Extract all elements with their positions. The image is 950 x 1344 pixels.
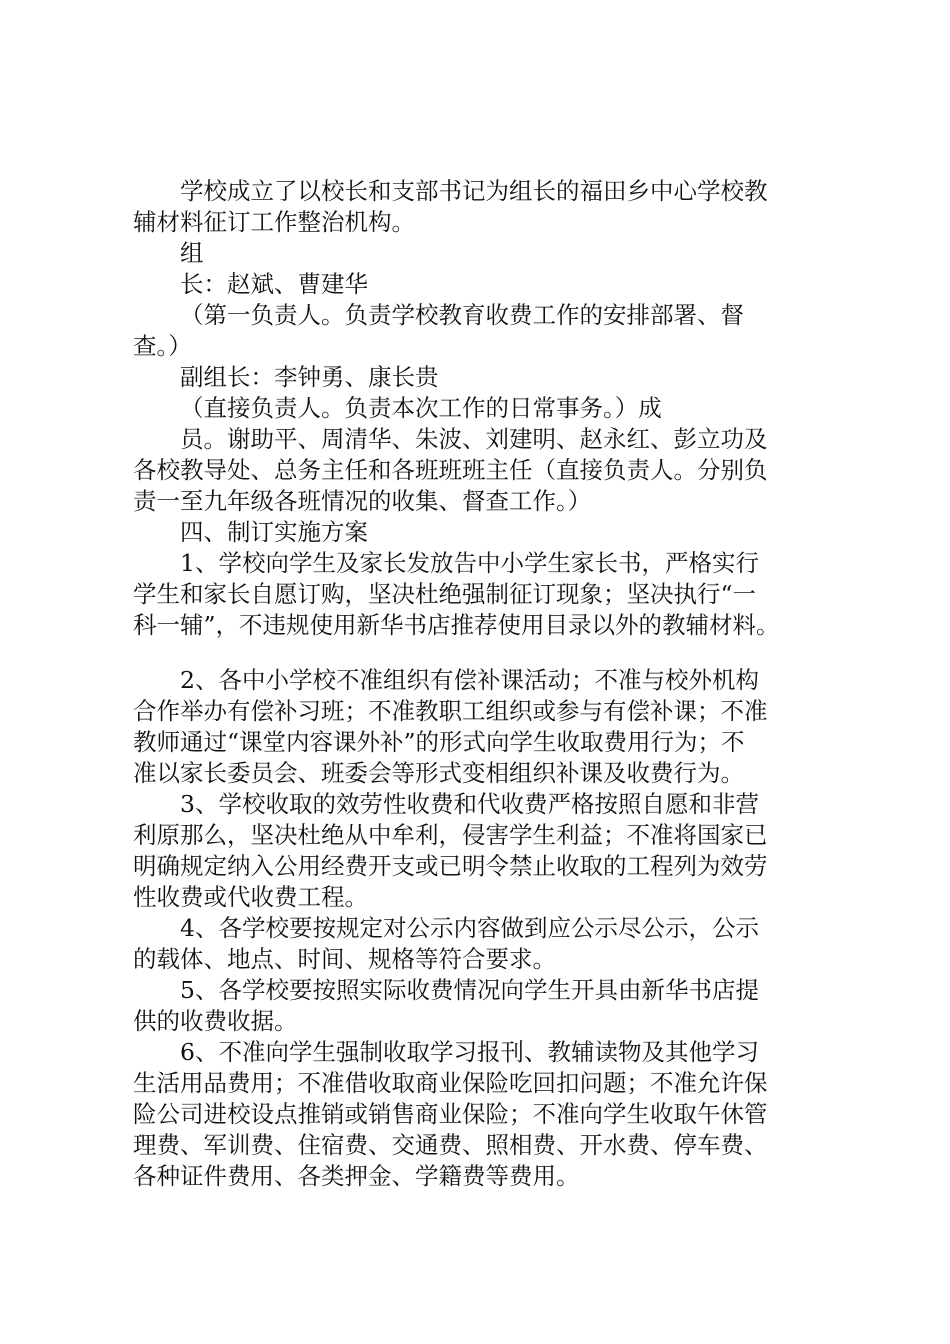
body-text-line: 教师通过“课堂内容课外补”的形式向学生收取费用行为；不 [133, 728, 745, 756]
body-text-line: 准以家长委员会、班委会等形式变相组织补课及收费行为。 [133, 759, 744, 787]
body-text-line: 2、各中小学校不准组织有偿补课活动；不准与校外机构 [180, 666, 759, 694]
body-text-line: 的载体、地点、时间、规格等符合要求。 [133, 945, 556, 973]
body-text-line: 3、学校收取的效劳性收费和代收费严格按照自愿和非营 [180, 790, 759, 818]
body-text-line: 员。谢助平、周清华、朱波、刘建明、赵永红、彭立功及 [180, 425, 768, 453]
body-text-line: 理费、军训费、住宿费、交通费、照相费、开水费、停车费、 [133, 1131, 768, 1159]
body-text-line: 责一至九年级各班情况的收集、督查工作。） [133, 487, 592, 515]
body-text-line: 组 [180, 239, 204, 267]
body-text-line: 6、不准向学生强制收取学习报刊、教辅读物及其他学习 [180, 1038, 759, 1066]
body-text-line: 5、各学校要按照实际收费情况向学生开具由新华书店提 [180, 976, 759, 1004]
body-text-line: 长：赵斌、曹建华 [180, 270, 368, 298]
body-text-line: 副组长：李钟勇、康长贵 [180, 363, 439, 391]
body-text-line: 4、各学校要按规定对公示内容做到应公示尽公示，公示 [180, 914, 759, 942]
body-text-line: 查。） [133, 332, 192, 360]
body-text-line: 利原那么，坚决杜绝从中牟利，侵害学生利益；不准将国家已 [133, 821, 768, 849]
body-text-line: 生活用品费用；不准借收取商业保险吃回扣问题；不准允许保 [133, 1069, 768, 1097]
section-heading: 四、制订实施方案 [180, 518, 368, 546]
body-text-line: 性收费或代收费工程。 [133, 883, 368, 911]
body-text-line: 学生和家长自愿订购，坚决杜绝强制征订现象；坚决执行“一 [133, 580, 757, 608]
body-text-line: 合作举办有偿补习班；不准教职工组织或参与有偿补课；不准 [133, 697, 768, 725]
body-text-line: 险公司进校设点推销或销售商业保险；不准向学生收取午休管 [133, 1100, 768, 1128]
body-text-line: 辅材料征订工作整治机构。 [133, 208, 415, 236]
body-text-line: （直接负责人。负责本次工作的日常事务。）成 [180, 394, 662, 422]
body-text-line: 明确规定纳入公用经费开支或已明令禁止收取的工程列为效劳 [133, 852, 768, 880]
body-text-line: 各种证件费用、各类押金、学籍费等费用。 [133, 1162, 580, 1190]
body-text-line: 供的收费收据。 [133, 1007, 298, 1035]
body-text-line: 各校教导处、总务主任和各班班班主任（直接负责人。分别负 [133, 456, 768, 484]
body-text-line: 1、学校向学生及家长发放告中小学生家长书，严格实行 [180, 549, 759, 577]
body-text-line: 科一辅”，不违规使用新华书店推荐使用目录以外的教辅材料。 [133, 611, 780, 639]
body-text-line: 学校成立了以校长和支部书记为组长的福田乡中心学校教 [180, 177, 768, 205]
body-text-line: （第一负责人。负责学校教育收费工作的安排部署、督 [180, 301, 744, 329]
